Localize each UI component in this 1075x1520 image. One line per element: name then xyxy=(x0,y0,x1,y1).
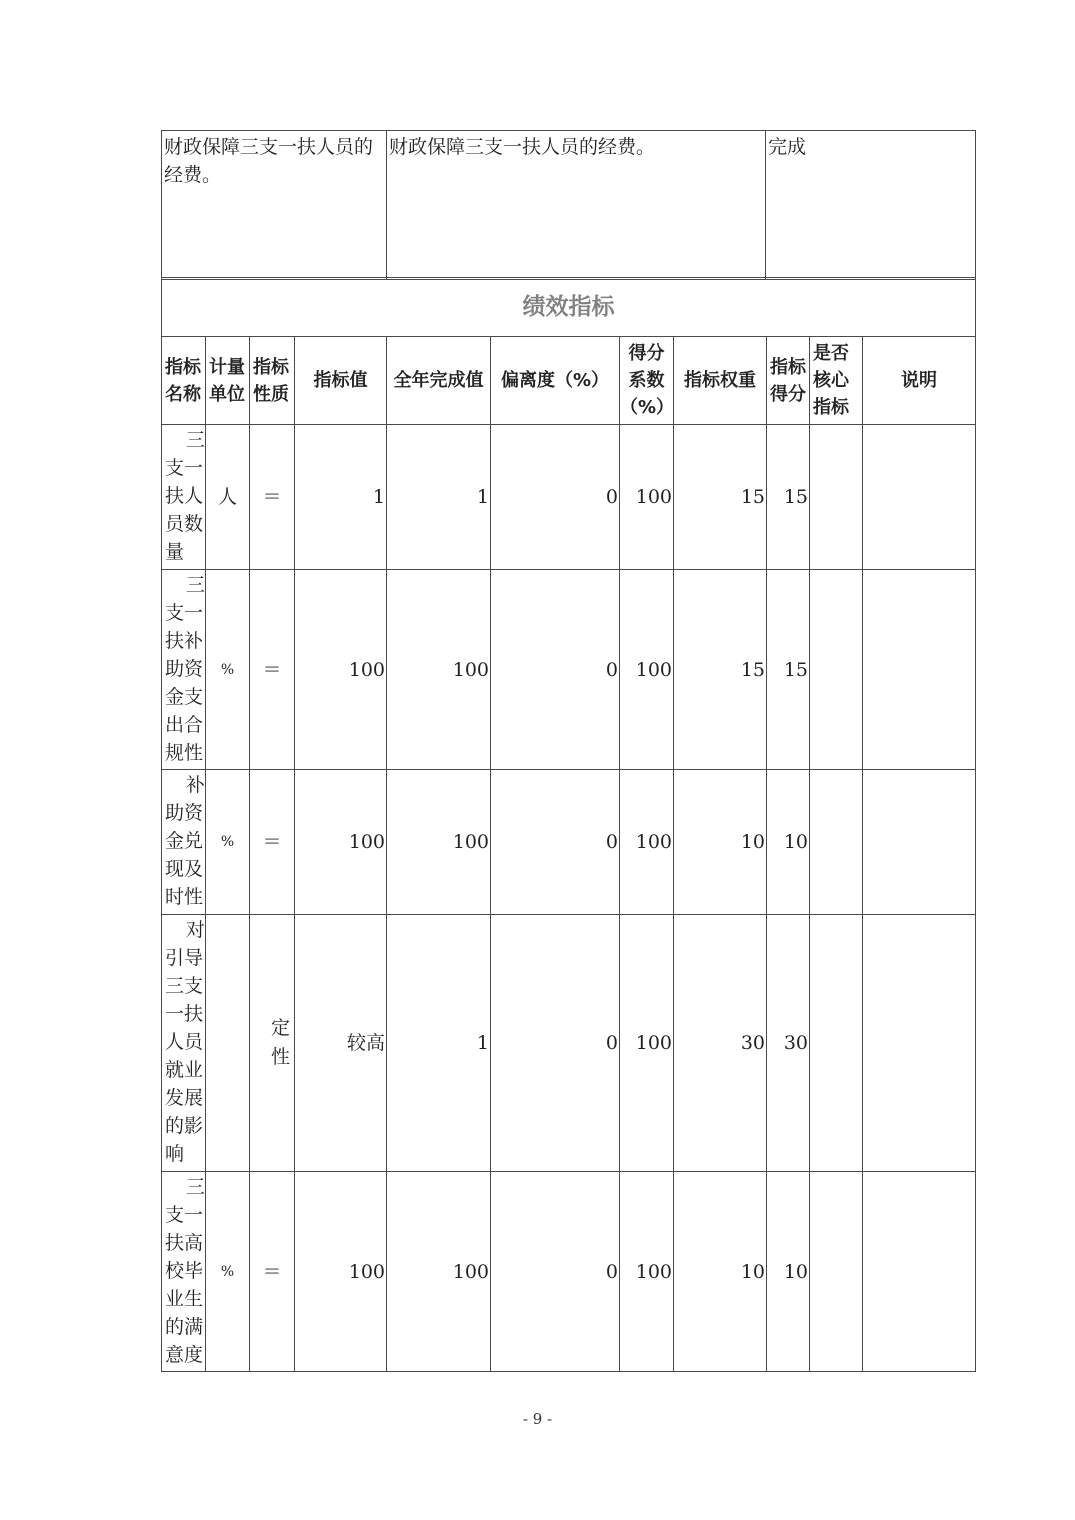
core-cell xyxy=(810,1172,863,1372)
nature-cell: ＝ xyxy=(250,425,295,570)
table-row xyxy=(162,770,976,915)
score-cell: 30 xyxy=(767,915,810,1172)
note-cell xyxy=(863,1172,976,1372)
header-core: 是否核心指标 xyxy=(810,337,863,425)
weight-cell: 15 xyxy=(674,570,767,770)
score-cell: 10 xyxy=(767,1172,810,1372)
coef-cell: 100 xyxy=(620,915,674,1172)
weight-cell: 30 xyxy=(674,915,767,1172)
score-cell: 15 xyxy=(767,425,810,570)
header-value: 指标值 xyxy=(295,337,387,425)
score-cell: 15 xyxy=(767,570,810,770)
section-title: 绩效指标 xyxy=(162,278,976,337)
core-cell xyxy=(810,915,863,1172)
table-row xyxy=(162,1172,976,1372)
note-cell xyxy=(863,425,976,570)
deviation-cell: 0 xyxy=(491,915,620,1172)
unit-cell: % xyxy=(206,1172,250,1372)
header-note: 说明 xyxy=(863,337,976,425)
weight-cell: 15 xyxy=(674,425,767,570)
deviation-cell: 0 xyxy=(491,1172,620,1372)
header-score: 指标得分 xyxy=(767,337,810,425)
nature-cell: ＝ xyxy=(250,770,295,915)
header-unit: 计量单位 xyxy=(206,337,250,425)
coef-cell: 100 xyxy=(620,425,674,570)
unit-cell: 人 xyxy=(206,425,250,570)
goal-status-cell: 完成 xyxy=(766,131,976,280)
value-cell: 100 xyxy=(295,570,387,770)
note-cell xyxy=(863,915,976,1172)
goal-table xyxy=(161,130,976,280)
actual-cell: 1 xyxy=(387,915,491,1172)
nature-cell: 定性 xyxy=(250,915,295,1172)
indicator-name: 对引导三支一扶人员就业发展的影响 xyxy=(162,915,206,1172)
table-row xyxy=(162,425,976,570)
note-cell xyxy=(863,570,976,770)
unit-cell xyxy=(206,915,250,1172)
score-cell: 10 xyxy=(767,770,810,915)
nature-cell: ＝ xyxy=(250,570,295,770)
value-cell: 较高 xyxy=(295,915,387,1172)
performance-table xyxy=(161,277,976,1372)
unit-cell: % xyxy=(206,570,250,770)
table-row xyxy=(162,570,976,770)
weight-cell: 10 xyxy=(674,1172,767,1372)
indicator-name: 补助资金兑现及时性 xyxy=(162,770,206,915)
page-number: - 9 - xyxy=(522,1410,553,1428)
header-coef: 得分系数（%） xyxy=(620,337,674,425)
coef-cell: 100 xyxy=(620,1172,674,1372)
core-cell xyxy=(810,570,863,770)
actual-cell: 100 xyxy=(387,1172,491,1372)
unit-cell: % xyxy=(206,770,250,915)
indicator-name: 三支一扶补助资金支出合规性 xyxy=(162,570,206,770)
coef-cell: 100 xyxy=(620,570,674,770)
actual-cell: 100 xyxy=(387,770,491,915)
actual-cell: 100 xyxy=(387,570,491,770)
deviation-cell: 0 xyxy=(491,770,620,915)
header-deviation: 偏离度（%） xyxy=(491,337,620,425)
header-actual: 全年完成值 xyxy=(387,337,491,425)
actual-cell: 1 xyxy=(387,425,491,570)
header-name: 指标名称 xyxy=(162,337,206,425)
nature-cell: ＝ xyxy=(250,1172,295,1372)
weight-cell: 10 xyxy=(674,770,767,915)
goal-target-cell: 财政保障三支一扶人员的经费。 xyxy=(387,131,766,280)
coef-cell: 100 xyxy=(620,770,674,915)
header-nature: 指标性质 xyxy=(250,337,295,425)
note-cell xyxy=(863,770,976,915)
goal-row xyxy=(162,131,976,280)
deviation-cell: 0 xyxy=(491,570,620,770)
indicator-name: 三支一扶人员数量 xyxy=(162,425,206,570)
value-cell: 100 xyxy=(295,1172,387,1372)
indicator-name: 三支一扶高校毕业生的满意度 xyxy=(162,1172,206,1372)
header-weight: 指标权重 xyxy=(674,337,767,425)
core-cell xyxy=(810,770,863,915)
goal-content-cell: 财政保障三支一扶人员的经费。 xyxy=(162,131,387,280)
header-row xyxy=(162,337,976,425)
value-cell: 1 xyxy=(295,425,387,570)
table-row xyxy=(162,915,976,1172)
core-cell xyxy=(810,425,863,570)
value-cell: 100 xyxy=(295,770,387,915)
deviation-cell: 0 xyxy=(491,425,620,570)
